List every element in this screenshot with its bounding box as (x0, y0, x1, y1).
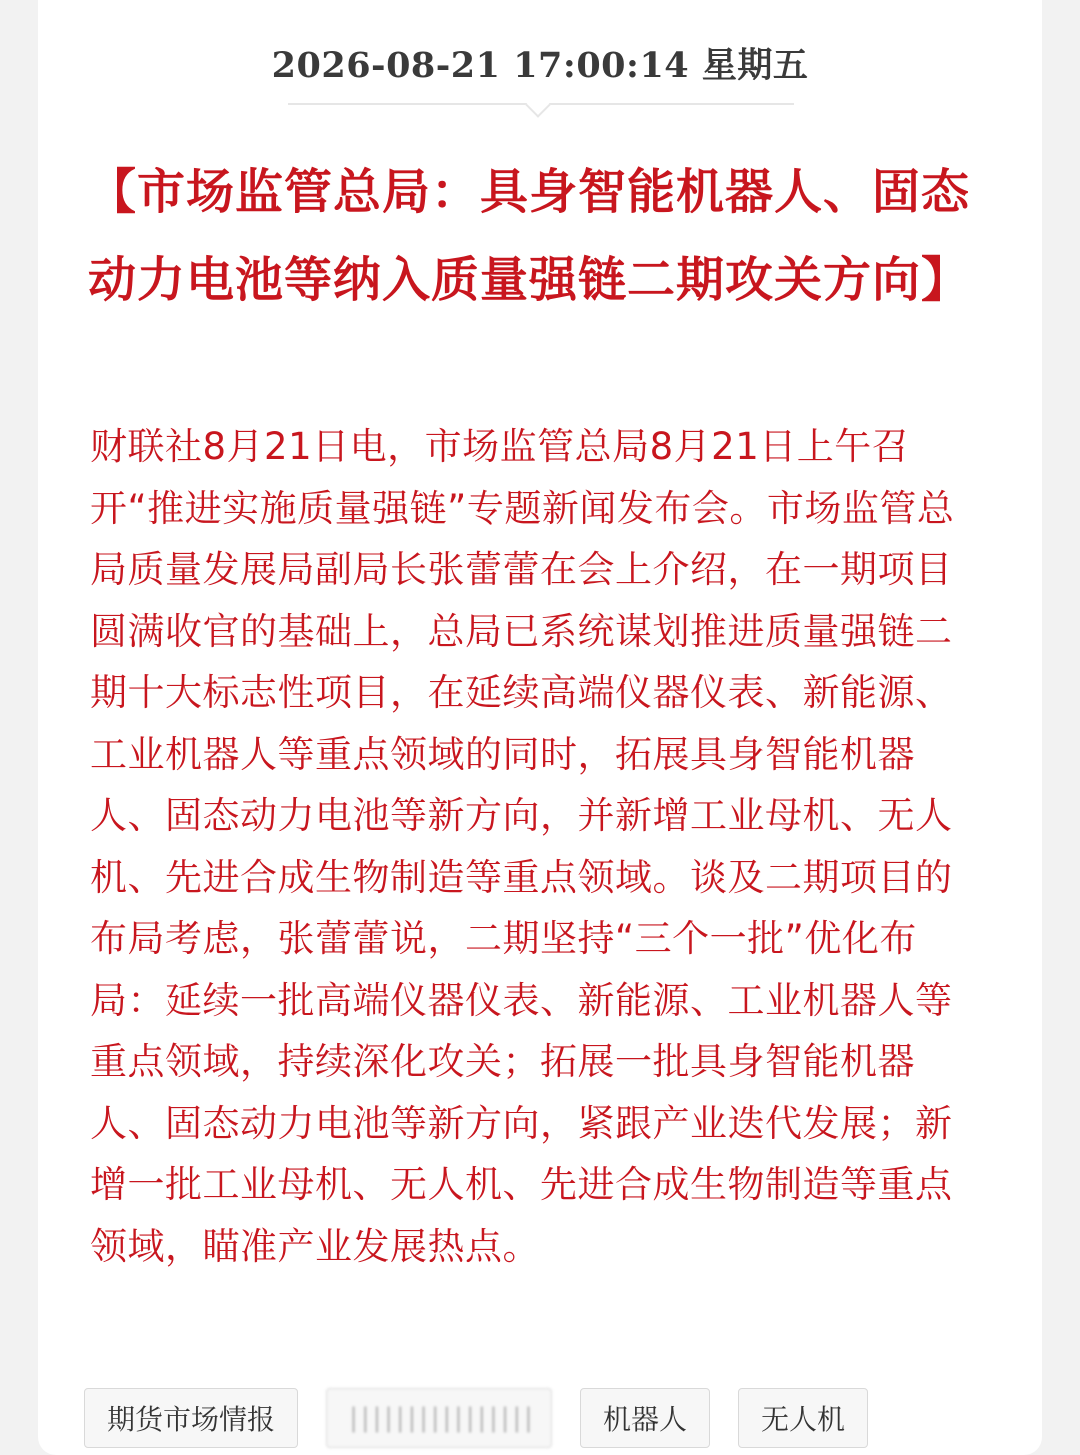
tag-drone[interactable]: 无人机 (738, 1388, 868, 1448)
tag-list (84, 1388, 868, 1450)
post-body: 财联社8月21日电，市场监管总局8月21日上午召开“推进实施质量强链”专题新闻发布会。市场监管总局质量发展局副局长张蕾蕾在会上介绍，在一期项目圆满收官的基础上，总局已系统谋划推进质量强链二期十大标志性项目，在延续高端仪器仪表、新能源、工业机器人等重点领域的同时，拓展具身智能机器人、固态动力电池等新方向，并新增工业母机、无人机、先进合成生物制造等重点领域。谈及二期项目的布局考虑，张蕾蕾说，二期坚持“三个一批”优化布局：延续一批高端仪器仪表、新能源、工业机器人等重点领域，持续深化攻关；拓展一批具身智能机器人、固态动力电池等新方向，紧跟产业迭代发展；新增一批工业母机、无人机、先进合成生物制造等重点领域，瞄准产业发展热点。 (90, 425, 955, 1268)
tag-futures-market-intel[interactable]: 期货市场情报 (84, 1388, 298, 1448)
post-timestamp: 2026-08-21 17:00:14 星期五 (271, 45, 809, 86)
tag-robot[interactable]: 机器人 (580, 1388, 710, 1448)
post-headline: 【市场监管总局：具身智能机器人、固态动力电池等纳入质量强链二期攻关方向】 (88, 164, 971, 308)
tag-redacted[interactable]: |||||||||||||||| (326, 1388, 552, 1448)
